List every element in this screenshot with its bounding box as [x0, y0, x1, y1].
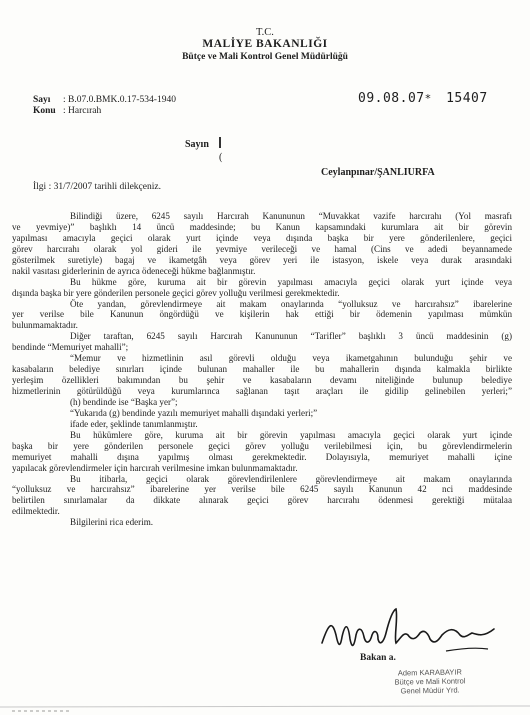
signatory-block — [360, 667, 500, 697]
body-line: (h) bendinde ise “Başka yer”; — [70, 396, 178, 407]
addressee-salutation: Sayın — [185, 139, 209, 150]
body-line: kasabaların belediye sınırları içinde bulunan mahaller ile bu mahallerin dışında kalmakla birlikte — [12, 364, 512, 375]
body-line: Öte yandan, görevlendirmeye ait makam onaylarında “yolluksuz ve harcırahsız” ibarelerine — [70, 298, 512, 309]
letter-body — [12, 211, 512, 528]
body-line: Bu itibarla, geçici olarak görevlendirilenlere görevlendirmeye ait makam onaylarında — [70, 473, 512, 484]
header-ministry: MALİYE BAKANLIĞI — [202, 38, 328, 50]
body-line: Bilindiği üzere, 6245 sayılı Harcırah Kanununun “Muvakkat vazife harcırahı (Yol masrafı — [70, 211, 512, 221]
body-line: edilmektedir. — [12, 506, 60, 517]
body-line: yerleşim özellikleri bakımından bu şehir ve kasabaların devamı niteliğinde bulunup belediye — [12, 375, 512, 386]
signatory-title: Genel Müdür Yrd. — [400, 685, 460, 696]
sayi-label: Sayı — [33, 95, 51, 105]
body-line: görev harcırahı olarak yol gideri ile yevmiye verileceği ve hamal (Cins ve adedi beyannamede — [12, 243, 512, 254]
redaction-mark — [219, 137, 221, 148]
body-line: Bu hükümlere göre, kuruma ait bir görevin yapılması amacıyla geçici olarak yurt içinde — [70, 429, 512, 440]
body-line: yapılacak görevlendirmeler için harcırah verilmesine imkan bulunmamaktadır. — [12, 462, 298, 473]
page-bottom-edge — [0, 704, 530, 715]
signatory-name: Adem KARABAYIR — [397, 667, 462, 678]
stamp-number: 15407 — [446, 91, 488, 106]
sayi-row — [33, 95, 176, 105]
konu-value: : Harcırah — [63, 106, 102, 116]
body-line: “Yukarıda (g) bendinde yazılı memuriyet mahalli dışındaki yerleri;” — [70, 407, 318, 418]
ilgi-line: İlgi : 31/7/2007 tarihli dilekçeniz. — [33, 182, 161, 192]
addressee-line2: ( — [219, 152, 223, 163]
sayi-value: : B.07.0.BMK.0.17-534-1940 — [63, 95, 176, 105]
stamp-date: 09.08.07 — [358, 91, 425, 106]
stamp-star: * — [424, 92, 432, 105]
body-line: “yolluksuz ve harcırahsız” ibarelerine yer verilse bile 6245 sayılı Kanunun 42 nci maddesinde — [12, 484, 512, 495]
body-line: yapılması amacıyla geçici olarak yurt içinde veya dışında başka bir yere gönderilenlere, geçici — [12, 232, 512, 243]
body-line: gösterilmek suretiyle) bagaj ve ikametgâh veya görev yeri ile istasyon, iskele veya durak arasındaki — [12, 254, 512, 265]
handwritten-signature — [318, 605, 518, 663]
body-line: bendinde “Memuriyet mahalli”; — [12, 342, 129, 353]
date-stamp — [358, 91, 488, 106]
body-line: Bu hükme göre, kuruma ait bir görevin yapılması amacıyla geçici olarak yurt içinde veya — [70, 276, 512, 287]
body-line: Bilgilerini rica ederim. — [70, 517, 154, 528]
body-line: “Memur ve hizmetlinin asıl görevli olduğu veya ikametgahının bulunduğu şehir ve — [70, 353, 512, 364]
body-line: başka bir yere gönderilen personele geçici görev yolluğu verilebilmesi için, bu görevlendirmelerin — [12, 440, 512, 451]
body-line: nakil vasıtası giderlerinin de ayrıca ödeneceği hükme bağlanmıştır. — [12, 265, 256, 276]
body-line: ifade eder, şeklinde tanımlanmıştır. — [70, 418, 198, 429]
body-line: belirtilen sınırlamalar da dikkate alınarak geçici görev harcırahı ödenmesi gerektiği mütalaa — [12, 495, 512, 506]
body-line: Diğer taraftan, 6245 sayılı Harcırah Kanununun “Tarifler” başlıklı 3 üncü maddesinin (g) — [70, 331, 512, 342]
konu-label: Konu — [33, 106, 56, 116]
header-directorate: Bütçe ve Mali Kontrol Genel Müdürlüğü — [182, 52, 348, 62]
body-line: memuriyet mahalli dışına yapılmış olması gerekmektedir. Dolayısıyla, memuriyet mahalli içine — [12, 451, 512, 462]
body-line: yer verilse bile Kanunun öngördüğü ve kişilerin hak ettiği bir ödemenin yapılması mümkün — [12, 309, 512, 320]
bakan-label: Bakan a. — [360, 653, 396, 663]
body-line: dışında başka bir yere gönderilen personele geçici görev yolluğu verilmesi gerekmektedir. — [12, 287, 340, 298]
signatory-dept: Bütçe ve Mali Kontrol — [394, 676, 466, 687]
body-line: ve yevmiye)” başlıklı 14 üncü maddesinde; bu Kanun kapsamındaki kurumlara ait bir görevin — [12, 221, 512, 232]
body-line: bulunmamaktadır. — [12, 320, 78, 331]
konu-row — [33, 106, 101, 116]
body-line: hizmetlerinin götürüldüğü veya kurumlarınca sağlanan taşıt araçları ile gidilip gelinebilen yerleri;” — [12, 386, 512, 396]
addressee-city: Ceylanpınar/ŞANLIURFA — [321, 167, 435, 178]
header-tc: T.C. — [256, 27, 274, 38]
